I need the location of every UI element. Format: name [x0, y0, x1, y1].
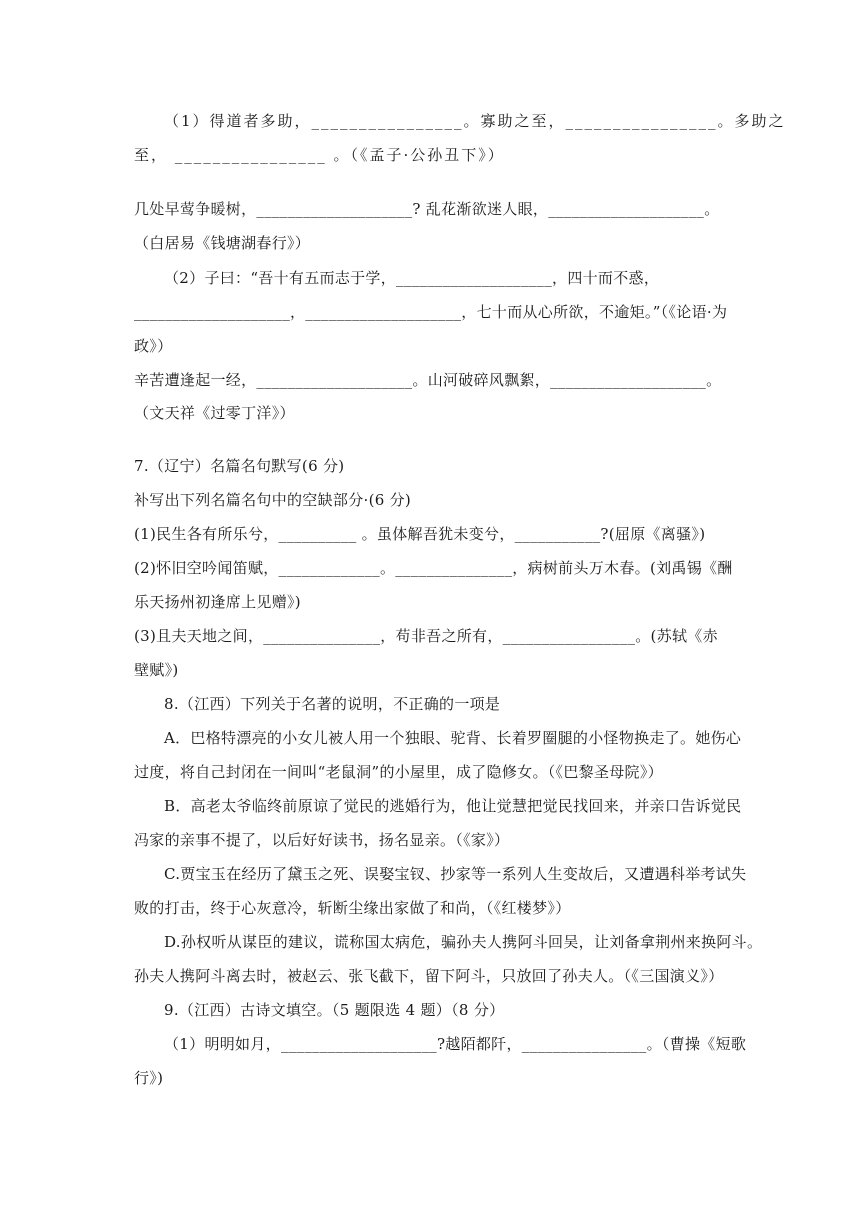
text-line: 政》）: [134, 337, 173, 355]
question-7-heading: 7.（辽宁）名篇名句默写(6 分): [134, 457, 345, 475]
text-line: 壁赋》): [134, 661, 179, 679]
option-b: B．高老太爷临终前原谅了觉民的逃婚行为，他让觉慧把觉民找回来，并亲口告诉觉民: [164, 797, 742, 815]
text-line: (1)民生各有所乐兮，__________ 。虽体解吾犹未变兮，___________?(屈原《离骚》): [134, 525, 706, 543]
text-line: （文天祥《过零丁洋》）: [134, 404, 295, 422]
text-line: （1）明明如月，____________________?越陌都阡，________________。（曹操《短歌: [164, 1035, 747, 1053]
text-line: 过度，将自己封闭在一间叫“老鼠洞”的小屋里，成了隐修女。（《巴黎圣母院》）: [134, 763, 663, 781]
text-line: 几处早莺争暖树，____________________? 乱花渐欲迷人眼，____________________。: [134, 200, 720, 218]
text-line: 行》): [134, 1069, 164, 1087]
option-a: A．巴格特漂亮的小女儿被人用一个独眼、驼背、长着罗圈腿的小怪物换走了。她伤心: [164, 729, 742, 747]
text-line: 补写出下列名篇名句中的空缺部分·(6 分): [134, 491, 412, 509]
question-9-heading: 9.（江西）古诗文填空。（5 题限选 4 题）（8 分）: [164, 1001, 505, 1019]
text-line: 孙夫人携阿斗离去时，被赵云、张飞截下，留下阿斗，只放回了孙夫人。（《三国演义》）: [134, 967, 724, 985]
text-line: ____________________，____________________，七十而从心所欲，不逾矩。”（《论语·为: [134, 303, 728, 321]
text-line: 至， ________________ 。（《孟子·公孙丑下》）: [134, 146, 505, 164]
text-line: (3)且夫天地之间，_______________，苟非吾之所有，_________________。(苏轼《赤: [134, 627, 718, 645]
text-line: （白居易《钱塘湖春行》）: [134, 234, 311, 252]
text-line: (2)怀旧空吟闻笛赋，_____________。_______________，病树前头万木春。(刘禹锡《酬: [134, 559, 733, 577]
option-c: C.贾宝玉在经历了黛玉之死、误娶宝钗、抄家等一系列人生变故后，又遭遇科举考试失: [164, 865, 747, 883]
text-line: 冯家的亲事不提了，以后好好读书，扬名显亲。（《家》）: [134, 831, 510, 849]
text-line: 败的打击，终于心灰意冷，斩断尘缘出家做了和尚，（《红楼梦》）: [134, 899, 571, 917]
text-line: 乐天扬州初逢席上见赠》): [134, 593, 301, 611]
option-d: D.孙权听从谋臣的建议，谎称国太病危，骗孙夫人携阿斗回吴，让刘备拿荆州来换阿斗。: [164, 933, 763, 951]
text-line: 辛苦遭逢起一经，____________________。山河破碎风飘絮，____________________。: [134, 371, 722, 389]
question-8-heading: 8.（江西）下列关于名著的说明，不正确的一项是: [164, 695, 501, 713]
text-line: （1）得道者多助，________________。寡助之至，________________。多助之: [164, 112, 786, 130]
text-line: （2）子曰：“吾十有五而志于学，____________________，四十而不惑，: [164, 269, 660, 287]
